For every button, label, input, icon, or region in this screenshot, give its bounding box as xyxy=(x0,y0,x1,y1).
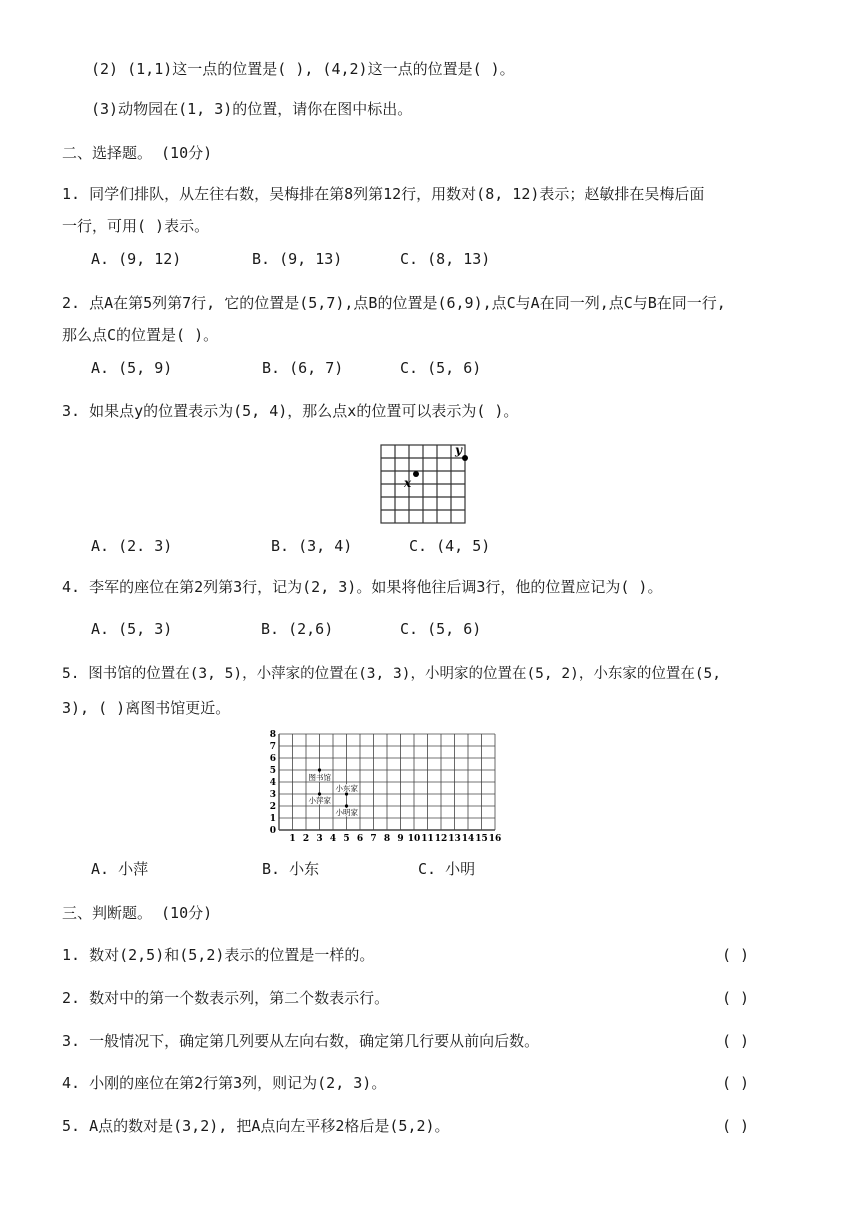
q5-line2: 3), ( )离图书馆更近。 xyxy=(62,699,231,717)
x-tick-label: 1 xyxy=(289,834,296,844)
judge-item-4: 4. 小刚的座位在第2行第3列，则记为(2, 3)。 xyxy=(62,1074,387,1092)
y-tick-label: 8 xyxy=(269,730,276,740)
y-tick-label: 7 xyxy=(269,742,276,752)
point-x xyxy=(413,471,419,477)
q1-option-a: A. (9, 12) xyxy=(91,250,182,268)
judge-paren-5[interactable]: ( ) xyxy=(722,1117,750,1135)
x-tick-label: 11 xyxy=(421,834,434,844)
q3-option-a: A. (2. 3) xyxy=(91,537,173,555)
x-tick-label: 4 xyxy=(329,834,337,844)
x-tick-label: 12 xyxy=(434,834,448,844)
x-tick-label: 5 xyxy=(343,834,350,844)
section2-title: 二、选择题。 (10分) xyxy=(62,144,213,162)
x-tick-label: 14 xyxy=(461,834,475,844)
q5-option-b: B. 小东 xyxy=(262,860,320,878)
x-tick-label: 9 xyxy=(397,834,404,844)
q1-line1: 1. 同学们排队，从左往右数，吴梅排在第8列第12行，用数对(8, 12)表示；赵敏排在吴梅后面 xyxy=(62,185,705,203)
q1-line2: 一行，可用( )表示。 xyxy=(62,217,210,235)
judge-item-2: 2. 数对中的第一个数表示列，第二个数表示行。 xyxy=(62,989,390,1007)
top-q3: (3)动物园在(1, 3)的位置，请你在图中标出。 xyxy=(91,100,413,118)
q1-option-b: B. (9, 13) xyxy=(252,250,343,268)
place-point xyxy=(318,768,321,771)
judge-item-1: 1. 数对(2,5)和(5,2)表示的位置是一样的。 xyxy=(62,946,375,964)
x-tick-label: 6 xyxy=(356,834,364,844)
q5-option-a: A. 小萍 xyxy=(91,860,149,878)
judge-paren-4[interactable]: ( ) xyxy=(722,1074,750,1092)
judge-item-5: 5. A点的数对是(3,2), 把A点向左平移2格后是(5,2)。 xyxy=(62,1117,450,1135)
q2-option-c: C. (5, 6) xyxy=(400,359,482,377)
q3-option-b: B. (3, 4) xyxy=(271,537,353,555)
judge-item-3: 3. 一般情况下，确定第几列要从左向右数，确定第几行要从前向后数。 xyxy=(62,1032,540,1050)
q5-option-c: C. 小明 xyxy=(418,860,476,878)
judge-paren-3[interactable]: ( ) xyxy=(722,1032,750,1050)
x-tick-label: 10 xyxy=(407,834,421,844)
q2-line2: 那么点C的位置是( )。 xyxy=(62,326,219,344)
q4-option-c: C. (5, 6) xyxy=(400,620,482,638)
x-tick-label: 3 xyxy=(316,834,323,844)
point-y xyxy=(462,455,468,461)
y-tick-label: 0 xyxy=(269,826,276,836)
y-tick-label: 5 xyxy=(269,766,276,776)
q3-grid-figure xyxy=(375,440,475,530)
y-tick-label: 6 xyxy=(269,754,276,764)
q1-option-c: C. (8, 13) xyxy=(400,250,491,268)
q5-grid-figure xyxy=(266,728,502,844)
judge-paren-2[interactable]: ( ) xyxy=(722,989,750,1007)
place-label: 图书馆 xyxy=(308,773,331,782)
section3-title: 三、判断题。 (10分) xyxy=(62,904,213,922)
q2-option-b: B. (6, 7) xyxy=(262,359,344,377)
x-tick-label: 16 xyxy=(488,834,502,844)
x-tick-label: 7 xyxy=(370,834,377,844)
q4-line1: 4. 李军的座位在第2列第3行，记为(2, 3)。如果将他往后调3行，他的位置应记为( )。 xyxy=(62,578,663,596)
q3-line1: 3. 如果点y的位置表示为(5, 4)，那么点x的位置可以表示为( )。 xyxy=(62,402,519,420)
x-tick-label: 15 xyxy=(475,834,488,844)
x-tick-label: 13 xyxy=(448,834,461,844)
y-tick-label: 1 xyxy=(269,814,276,824)
y-tick-label: 2 xyxy=(269,802,276,812)
q3-option-c: C. (4, 5) xyxy=(409,537,491,555)
q4-option-b: B. (2,6) xyxy=(261,620,334,638)
place-label: 小东家 xyxy=(335,784,358,793)
label-x: x xyxy=(404,476,412,490)
q4-option-a: A. (5, 3) xyxy=(91,620,173,638)
label-y: y xyxy=(455,443,462,457)
top-q2: (2) (1,1)这一点的位置是( ), (4,2)这一点的位置是( )。 xyxy=(91,60,515,78)
judge-paren-1[interactable]: ( ) xyxy=(722,946,750,964)
x-tick-label: 8 xyxy=(383,834,391,844)
place-label: 小萍家 xyxy=(308,796,331,805)
q5-line1: 5. 图书馆的位置在(3, 5)，小萍家的位置在(3, 3)，小明家的位置在(5, 2)，小东家的位置在(5, xyxy=(62,666,722,682)
q2-line1: 2. 点A在第5列第7行, 它的位置是(5,7),点B的位置是(6,9),点C与A在同一列,点C与B在同一行, xyxy=(62,294,726,312)
q2-option-a: A. (5, 9) xyxy=(91,359,173,377)
y-tick-label: 3 xyxy=(269,790,276,800)
x-tick-label: 2 xyxy=(302,834,310,844)
place-label: 小明家 xyxy=(335,808,358,817)
y-tick-label: 4 xyxy=(269,778,276,788)
